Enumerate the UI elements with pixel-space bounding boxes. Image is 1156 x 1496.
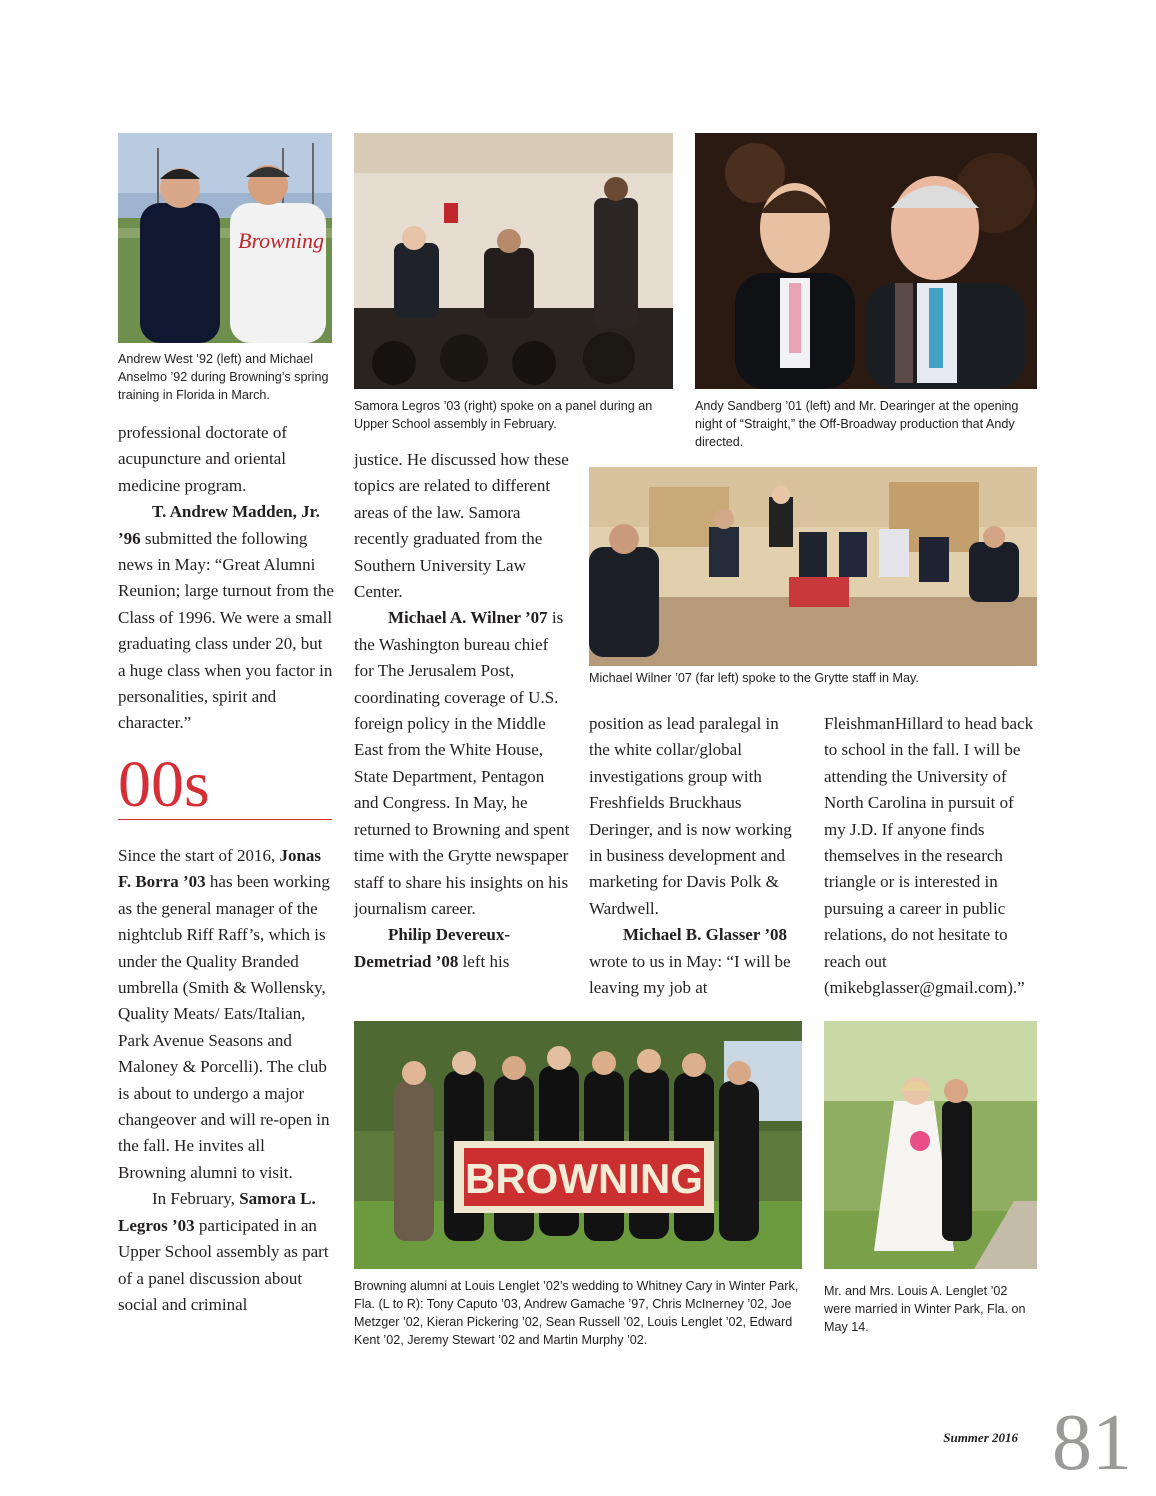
photo-baseball-alumni <box>118 133 332 343</box>
body-paragraph: Michael A. Wilner ’07 is the Washington bureau chief for The Jerusalem Post, coordinating coverage of U.S. foreign policy in the Middle East from the White House, State Department, Pentagon and Congress. In May, he returned to Browning and spent time with the Grytte newspaper staff to share his insights on his journalism career. <box>354 608 570 918</box>
photo-caption: Browning alumni at Louis Lenglet ’02’s wedding to Whitney Cary in Winter Park, Fla. (L to R): Tony Caputo ’03, Andrew Gamache ’97, Chris McInerney ’02, Joe Metzger ’02, Kieran Pickering ’02, Sean Russell ’02, Louis Lenglet ’02, Edward Kent ’02, Jeremy Stewart ’02 and Martin Murphy ’02. <box>354 1279 799 1347</box>
photo-caption: Michael Wilner ’07 (far left) spoke to the Grytte staff in May. <box>589 671 919 685</box>
body-paragraph: T. Andrew Madden, Jr. ’96 submitted the following news in May: “Great Alumni Reunion; large turnout from the Class of 1996. We were a small graduating class under 20, but a huge class when you factor in personalities, spirit and character.” <box>118 502 334 733</box>
photo-caption: Samora Legros ’03 (right) spoke on a panel during an Upper School assembly in February. <box>354 399 653 431</box>
photo-caption: Andrew West ’92 (left) and Michael Anselmo ’92 during Browning’s spring training in Florida in March. <box>118 352 329 402</box>
photo-grytte-staff <box>589 467 1037 666</box>
body-paragraph: FleishmanHillard to head back to school in the fall. I will be attending the University of North Carolina in pursuit of my J.D. If anyone finds themselves in the research triangle or is interested in pursuing a career in public relations, do not hesitate to reach out (mikebglasser@gmail.com).” <box>824 714 1034 998</box>
photo-opening-night <box>695 133 1037 389</box>
body-paragraph: Philip Devereux-Demetriad ’08 left his <box>354 925 510 971</box>
svg-text:Browning: Browning <box>238 228 324 253</box>
photo-caption: Andy Sandberg ’01 (left) and Mr. Dearinger at the opening night of “Straight,” the Off-Broadway production that Andy directed. <box>695 399 1019 449</box>
alumni-name: Philip Devereux-Demetriad ’08 <box>354 925 510 971</box>
photo-wedding-couple <box>824 1021 1037 1269</box>
alumni-name: Samora L. Legros ’03 <box>118 1189 316 1235</box>
text-column-4 <box>824 711 1038 1001</box>
alumni-name: Michael A. Wilner ’07 <box>388 608 548 628</box>
section-heading: 00s <box>118 752 332 820</box>
page-number: 81 <box>1052 1399 1132 1487</box>
banner-text: BROWNING <box>465 1155 703 1202</box>
photo-wedding-group <box>354 1021 802 1269</box>
issue-label: Summer 2016 <box>943 1430 1018 1445</box>
body-paragraph: professional doctorate of acupuncture and oriental medicine program. <box>118 423 287 495</box>
alumni-name: T. Andrew Madden, Jr. ’96 <box>118 502 320 548</box>
text-column-3 <box>589 711 803 1001</box>
text-column-2 <box>354 447 572 975</box>
body-paragraph: justice. He discussed how these topics are related to different areas of the law. Samora recently graduated from the Southern University Law Center. <box>354 450 569 602</box>
photo-caption: Mr. and Mrs. Louis A. Lenglet ’02 were married in Winter Park, Fla. on May 14. <box>824 1284 1026 1334</box>
body-paragraph: In February, Samora L. Legros ’03 participated in an Upper School assembly as part of a panel discussion about social and criminal <box>118 1189 329 1314</box>
text-column-1b <box>118 843 334 1318</box>
text-column-1 <box>118 420 334 737</box>
body-paragraph: Michael B. Glasser ’08 wrote to us in May: “I will be leaving my job at <box>589 925 791 998</box>
body-paragraph: position as lead paralegal in the white collar/global investigations group with Freshfields Bruckhaus Deringer, and is now working in business development and marketing for Davis Polk & Wardwell. <box>589 714 792 918</box>
alumni-name: Jonas F. Borra ’03 <box>118 846 322 892</box>
photo-panel-assembly <box>354 133 673 389</box>
alumni-name: Michael B. Glasser ’08 <box>623 925 787 945</box>
body-paragraph: Since the start of 2016, Jonas F. Borra ’03 has been working as the general manager of the nightclub Riff Raff’s, which is under the Quality Branded umbrella (Smith & Wollensky, Quality Meats/ Eats/Italian, Park Avenue Seasons and Maloney & Porcelli). The club is about to undergo a major changeover and will re-open in the fall. He invites all Browning alumni to visit. <box>118 846 330 1182</box>
